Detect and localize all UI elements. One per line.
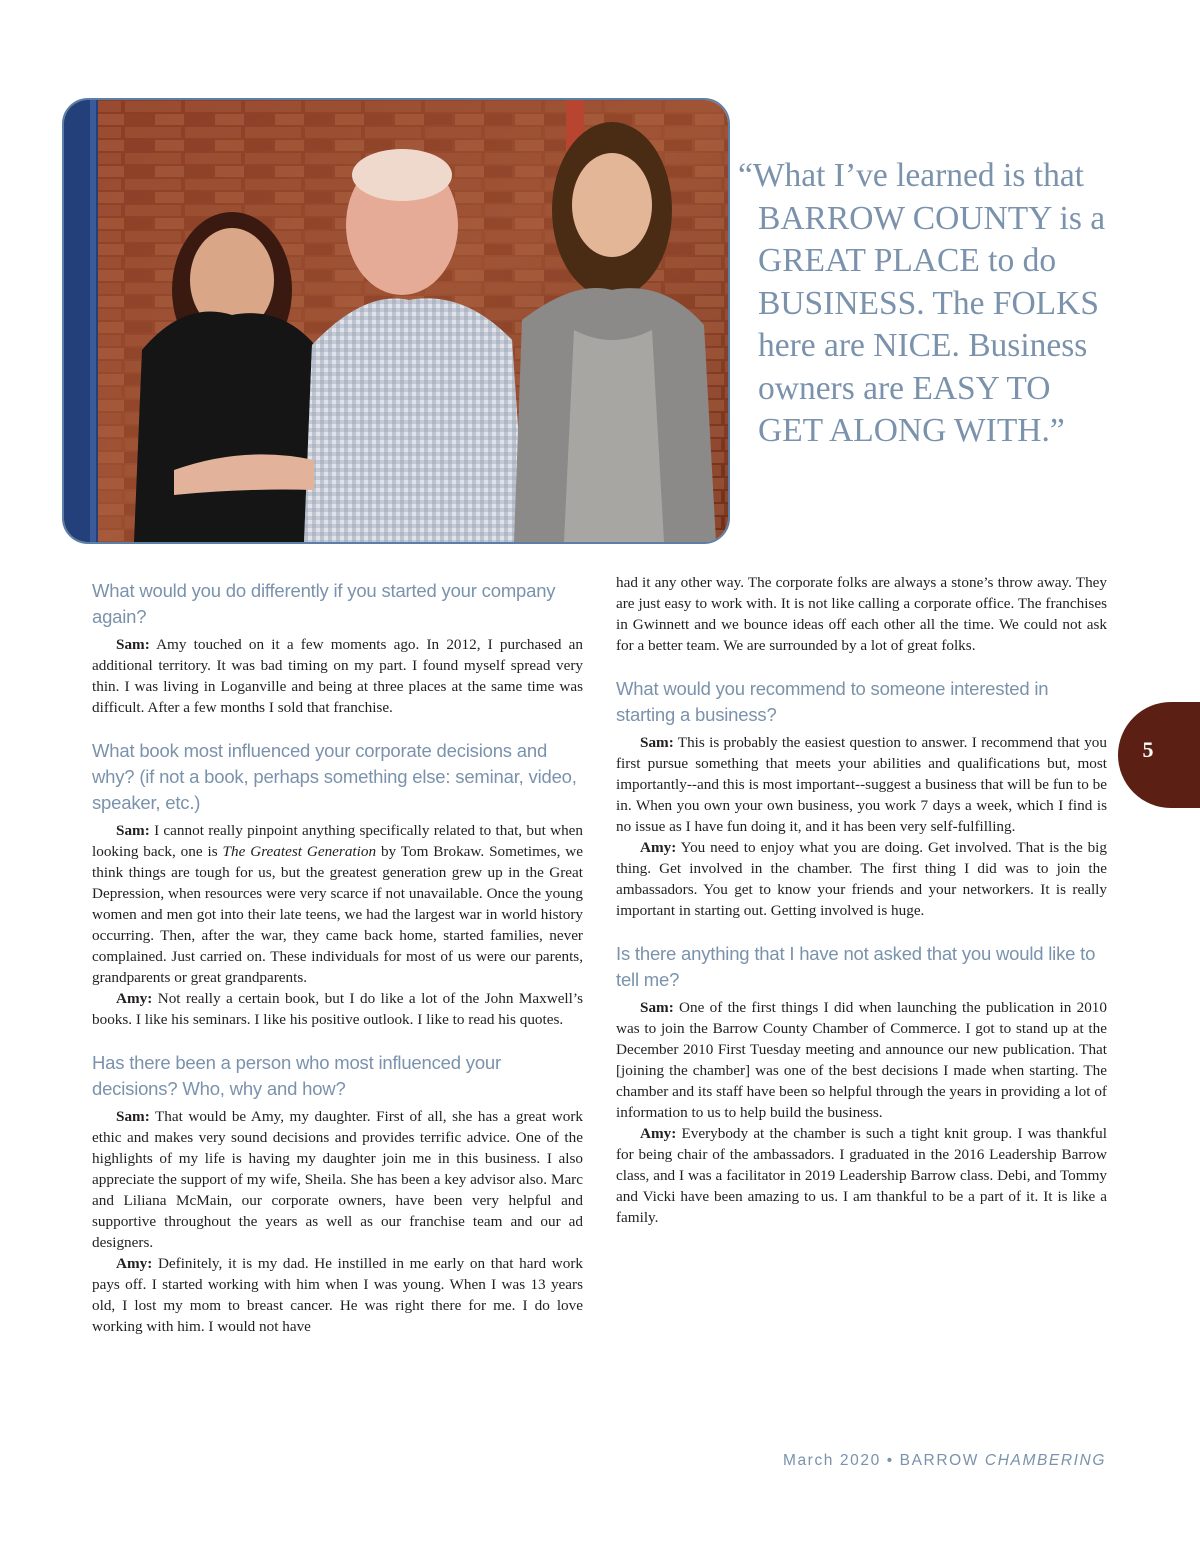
pull-quote-line: BUSINESS. The FOLKS bbox=[758, 284, 1099, 322]
answer-text: This is probably the easiest question to answer. I recommend that you first pursue something that meets your abilities and qualifications but, most importantly--and this is most important--suggest a business that will be fun to be in. When you own your own business, you work 7 days a week, which I find is no issue as I have fun doing it, and it has been very self-fulfilling. bbox=[616, 734, 1107, 835]
question-heading: Is there anything that I have not asked that you would like to tell me? bbox=[616, 943, 1096, 990]
footer-date: March 2020 • BARROW bbox=[782, 1452, 979, 1469]
answer-paragraph bbox=[92, 820, 583, 988]
answer-paragraph bbox=[616, 1123, 1107, 1228]
continued-paragraph: had it any other way. The corporate folks are always a stone’s throw away. They are just easy to work with. It is not like calling a corporate office. The franchises in Gwinnett and we bounce ideas off each other all the time. We could not ask for a better team. We are surrounded by a lot of great folks. bbox=[616, 574, 1107, 654]
pull-quote bbox=[738, 155, 1138, 453]
speaker-label: Sam: bbox=[640, 999, 674, 1016]
answer-text: Amy touched on it a few moments ago. In 2012, I purchased an additional territory. It was bad timing on my part. I found myself spread very thin. I was living in Loganville and being at three places at the same time was difficult. After a few months I sold that franchise. bbox=[92, 636, 583, 716]
pull-quote-line: BARROW COUNTY is a bbox=[758, 199, 1106, 237]
feature-photo bbox=[62, 98, 730, 544]
book-title: The Greatest Generation bbox=[222, 843, 377, 860]
answer-paragraph bbox=[616, 732, 1107, 837]
right-column bbox=[616, 572, 1107, 1228]
pull-quote-line: “What I’ve learned is that bbox=[738, 157, 1084, 194]
answer-paragraph bbox=[92, 634, 583, 718]
question-heading: What book most influenced your corporate decisions and why? (if not a book, perhaps something else: seminar, video, speaker, etc.) bbox=[92, 740, 577, 813]
pull-quote-line: here are NICE. Business bbox=[758, 327, 1088, 364]
question-heading: What would you do differently if you started your company again? bbox=[92, 580, 556, 627]
answer-paragraph bbox=[92, 1253, 583, 1337]
answer-paragraph bbox=[92, 988, 583, 1030]
answer-text: One of the first things I did when launching the publication in 2010 was to join the Barrow County Chamber of Commerce. I got to stand up at the December 2010 First Tuesday meeting and announce our new publication. That [joining the chamber] was one of the best decisions I made when starting. The chamber and its staff have been so helpful through the years in providing a lot of information to us to help build the business. bbox=[616, 999, 1107, 1121]
speaker-label: Sam: bbox=[116, 1108, 150, 1125]
answer-text: Definitely, it is my dad. He instilled in me early on that hard work pays off. I started working with him when I was young. When I was 13 years old, I lost my mom to breast cancer. He was right there for me. I do love working with him. I would not have bbox=[92, 1255, 583, 1335]
pull-quote-line: GREAT PLACE to do bbox=[758, 242, 1057, 279]
left-column bbox=[92, 578, 583, 1337]
footer-brand: CHAMBERING bbox=[984, 1452, 1106, 1469]
answer-paragraph bbox=[92, 1106, 583, 1253]
answer-text: That would be Amy, my daughter. First of all, she has a great work ethic and makes very sound decisions and provides terrific advice. One of the highlights of my life is having my daughter join me in this business. I also appreciate the support of my wife, Sheila. She has been a key advisor also. Marc and Liliana McMain, our corporate owners, have been very helpful and supportive throughout the years as well as our franchise team and our ad designers. bbox=[92, 1108, 583, 1251]
speaker-label: Amy: bbox=[116, 1255, 153, 1272]
question-heading: What would you recommend to someone interested in starting a business? bbox=[616, 678, 1049, 725]
pull-quote-line: owners are EASY TO bbox=[758, 369, 1051, 407]
speaker-label: Sam: bbox=[116, 636, 150, 653]
speaker-label: Sam: bbox=[640, 734, 674, 751]
answer-text: Not really a certain book, but I do like a lot of the John Maxwell’s books. I like his seminars. I like his positive outlook. I like to read his quotes. bbox=[92, 990, 584, 1028]
page-number: 5 bbox=[1142, 737, 1154, 762]
answer-paragraph bbox=[616, 997, 1107, 1123]
answer-paragraph bbox=[616, 837, 1107, 921]
question-heading: Has there been a person who most influenced your decisions? Who, why and how? bbox=[92, 1052, 501, 1099]
speaker-label: Sam: bbox=[116, 822, 150, 839]
speaker-label: Amy: bbox=[640, 839, 677, 856]
answer-text: I cannot really pinpoint anything specifically related to that, but when looking back, one is bbox=[92, 822, 584, 860]
speaker-label: Amy: bbox=[640, 1125, 677, 1142]
answer-text: by Tom Brokaw. Sometimes, we think things are tough for us, but the greatest generation grew up in the Great Depression, when resources were very scarce if not unavailable. Once the young women and men got into their late teens, we had the largest war in world history occurring. Then, after the war, they came back home, started families, never complained. Just carried on. These individuals for most of us were our parents, grandparents or great grandparents. bbox=[92, 843, 583, 986]
speaker-label: Amy: bbox=[116, 990, 153, 1007]
answer-text: Everybody at the chamber is such a tight knit group. I was thankful for being chair of the ambassadors. I graduated in the 2016 Leadership Barrow class, and I was a facilitator in 2019 Leadership Barrow class. Debi, and Tommy and Vicki have been amazing to us. I am thankful to be a part of it. It is like a family. bbox=[616, 1125, 1107, 1226]
answer-text: You need to enjoy what you are doing. Get involved. That is the big thing. Get involved in the chamber. The first thing I did was to join the ambassadors. You get to know your friends and your networkers. It is really important in starting out. Getting involved is huge. bbox=[616, 839, 1107, 919]
footer bbox=[783, 1452, 1106, 1470]
pull-quote-line: GET ALONG WITH.” bbox=[758, 412, 1065, 449]
